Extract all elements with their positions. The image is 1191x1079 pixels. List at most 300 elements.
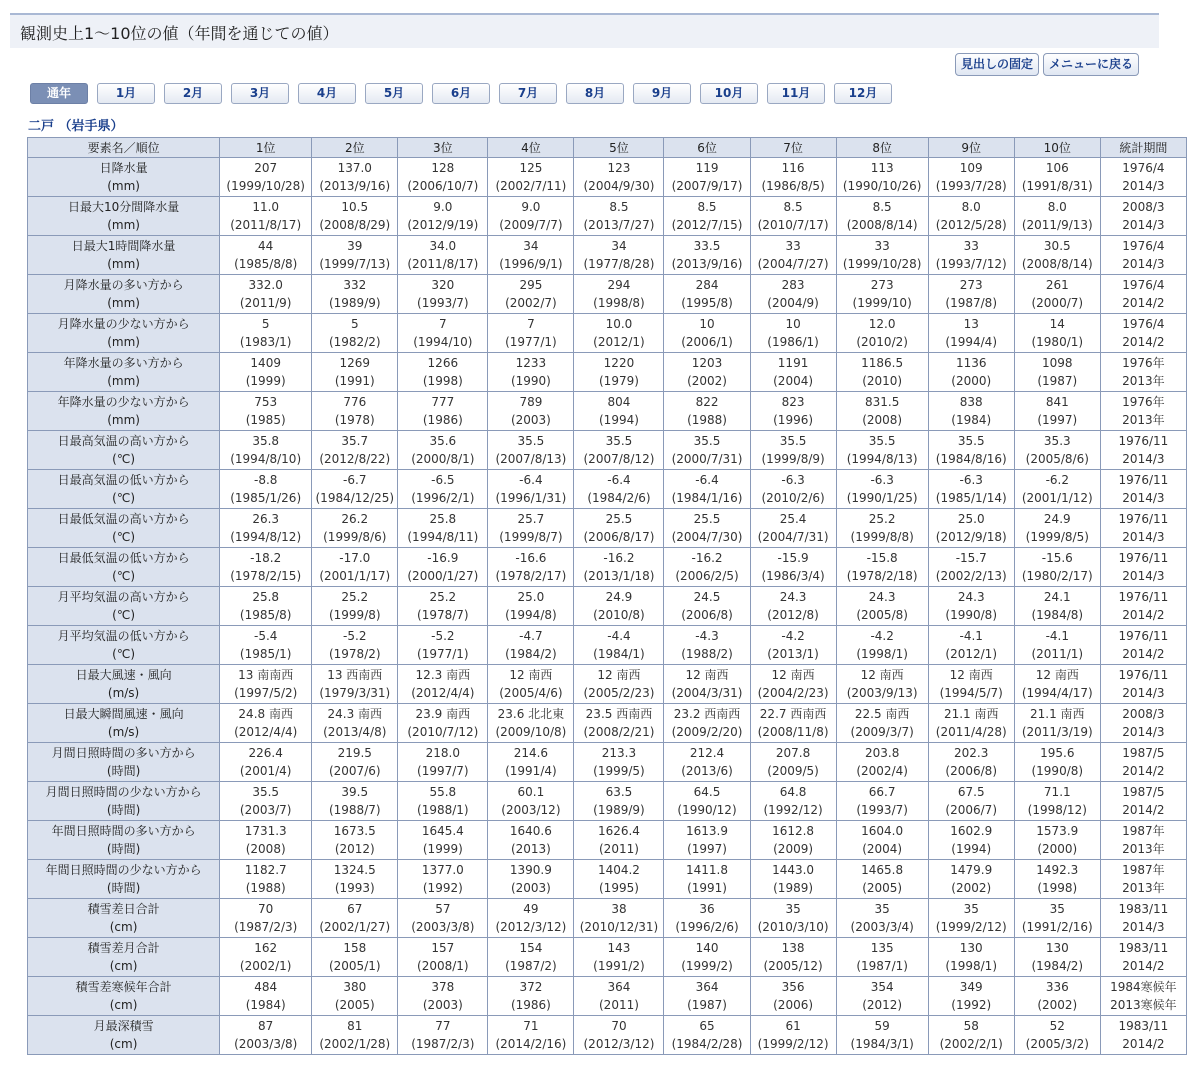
rank-cell xyxy=(312,821,398,860)
rank-cell xyxy=(750,392,836,431)
rank-value: 7 xyxy=(439,317,447,331)
rank-date: (2005) xyxy=(862,881,903,895)
fix-header-button[interactable]: 見出しの固定 xyxy=(955,53,1039,76)
rank-value: 106 xyxy=(1045,161,1069,175)
rank-date: (2003/12) xyxy=(501,803,561,817)
rank-value: -6.4 xyxy=(519,473,543,487)
rank-date: (2005/4/6) xyxy=(499,686,563,700)
rank-cell xyxy=(1014,626,1100,665)
rank-cell xyxy=(574,899,664,938)
rank-cell xyxy=(312,431,398,470)
element-unit: (cm) xyxy=(109,920,138,934)
rank-value: 1377.0 xyxy=(421,863,464,877)
rank-value: 1731.3 xyxy=(244,824,287,838)
rank-cell xyxy=(488,470,574,509)
period-value: 2014/3 xyxy=(1122,218,1165,232)
period-cell xyxy=(1100,236,1186,275)
element-name: 日最大瞬間風速・風向 xyxy=(63,707,184,721)
element-unit: (時間) xyxy=(106,764,141,778)
rank-value: -4.2 xyxy=(781,629,805,643)
rank-value: 71.1 xyxy=(1043,785,1071,799)
rank-date: (2000/7/31) xyxy=(671,452,743,466)
rank-date: (1996) xyxy=(773,413,814,427)
period-cell xyxy=(1100,977,1186,1016)
rank-cell xyxy=(836,743,928,782)
rank-date: (2007/8/12) xyxy=(583,452,655,466)
rank-value: 214.6 xyxy=(513,746,549,760)
rank-cell xyxy=(664,353,750,392)
table-row xyxy=(28,275,1187,314)
rank-cell xyxy=(398,431,488,470)
month-tab-4[interactable]: 4月 xyxy=(298,83,356,104)
rank-cell xyxy=(574,1016,664,1055)
rank-value: 33 xyxy=(874,239,890,253)
rank-date: (2008/11/8) xyxy=(757,725,829,739)
rank-cell xyxy=(664,197,750,236)
rank-date: (1999/8/8) xyxy=(850,530,914,544)
rank-cell xyxy=(398,938,488,977)
rank-value: 39.5 xyxy=(341,785,369,799)
rank-value: 57 xyxy=(435,902,451,916)
rank-value: -6.5 xyxy=(431,473,455,487)
rank-cell xyxy=(1014,977,1100,1016)
rank-value: -15.6 xyxy=(1041,551,1073,565)
rank-value: 14 xyxy=(1049,317,1065,331)
rank-value: 67 xyxy=(347,902,363,916)
rank-date: (2009/7/7) xyxy=(499,218,563,232)
column-header-1: 1位 xyxy=(220,138,312,158)
rank-value: 1191 xyxy=(777,356,809,370)
rank-cell xyxy=(1014,509,1100,548)
rank-value: 12 南西 xyxy=(1035,668,1079,682)
rank-cell xyxy=(574,977,664,1016)
rank-cell xyxy=(750,353,836,392)
rank-value: 336 xyxy=(1045,980,1069,994)
rank-value: 1136 xyxy=(955,356,987,370)
rank-cell xyxy=(664,1016,750,1055)
period-value: 1987年 xyxy=(1122,824,1165,838)
rank-date: (1993) xyxy=(334,881,375,895)
rank-cell xyxy=(750,548,836,587)
month-tab-3[interactable]: 3月 xyxy=(231,83,289,104)
period-value: 1976/11 xyxy=(1118,551,1169,565)
rank-value: 7 xyxy=(527,317,535,331)
rank-value: 130 xyxy=(959,941,983,955)
rank-value: 1673.5 xyxy=(333,824,376,838)
rank-value: 157 xyxy=(431,941,455,955)
rank-cell xyxy=(220,548,312,587)
table-row xyxy=(28,158,1187,197)
rank-value: -4.1 xyxy=(1045,629,1069,643)
rank-cell xyxy=(928,548,1014,587)
rank-value: 138 xyxy=(781,941,805,955)
rank-date: (2005/3/2) xyxy=(1025,1037,1089,1051)
rank-date: (1990) xyxy=(510,374,551,388)
month-tab-1[interactable]: 1月 xyxy=(97,83,155,104)
rank-value: -16.6 xyxy=(515,551,547,565)
rank-cell xyxy=(928,236,1014,275)
rank-date: (2002) xyxy=(1037,998,1078,1012)
rank-cell xyxy=(488,860,574,899)
rank-date: (2010/3/10) xyxy=(757,920,829,934)
rank-date: (1998) xyxy=(422,374,463,388)
rank-date: (2002/7) xyxy=(505,296,557,310)
rank-date: (2010/12/31) xyxy=(579,920,659,934)
rank-value: 1098 xyxy=(1042,356,1073,370)
rank-value: -15.8 xyxy=(866,551,898,565)
rank-value: 109 xyxy=(959,161,983,175)
period-value: 1983/11 xyxy=(1118,941,1169,955)
row-header xyxy=(28,548,220,587)
rank-date: (2006/8/17) xyxy=(583,530,655,544)
rank-date: (2002) xyxy=(687,374,727,388)
rank-value: 8.5 xyxy=(609,200,629,214)
element-name: 月平均気温の高い方から xyxy=(57,590,190,604)
rank-value: -15.7 xyxy=(955,551,987,565)
rank-value: 26.3 xyxy=(252,512,280,526)
rank-cell xyxy=(1014,314,1100,353)
rank-cell xyxy=(488,275,574,314)
rank-date: (2005/2/23) xyxy=(583,686,655,700)
rank-cell xyxy=(398,392,488,431)
rank-value: 58 xyxy=(963,1019,979,1033)
element-name: 月間日照時間の少ない方から xyxy=(45,785,202,799)
rank-value: 125 xyxy=(519,161,543,175)
back-to-menu-button[interactable]: メニューに戻る xyxy=(1043,53,1139,76)
rank-cell xyxy=(750,782,836,821)
rank-value: 26.2 xyxy=(341,512,369,526)
row-header xyxy=(28,938,220,977)
rank-value: 753 xyxy=(254,395,278,409)
rank-date: (2011/8/17) xyxy=(407,257,479,271)
period-value: 2014/3 xyxy=(1122,920,1165,934)
period-cell xyxy=(1100,704,1186,743)
rank-cell xyxy=(398,158,488,197)
period-cell xyxy=(1100,392,1186,431)
rank-cell xyxy=(220,665,312,704)
rank-cell xyxy=(664,743,750,782)
row-header xyxy=(28,782,220,821)
rank-cell xyxy=(220,314,312,353)
rank-date: (2008/8/14) xyxy=(1021,257,1093,271)
rank-cell xyxy=(1014,782,1100,821)
rank-value: 154 xyxy=(519,941,543,955)
period-cell xyxy=(1100,899,1186,938)
rank-date: (1987/2) xyxy=(505,959,557,973)
rank-date: (1985/8) xyxy=(239,608,292,622)
rank-cell xyxy=(220,197,312,236)
month-tab-5[interactable]: 5月 xyxy=(365,83,423,104)
rank-value: 12 南西 xyxy=(685,668,729,682)
rank-value: 380 xyxy=(343,980,367,994)
rank-value: 24.1 xyxy=(1043,590,1071,604)
rank-date: (2009/3/7) xyxy=(850,725,914,739)
rank-date: (2000/7) xyxy=(1031,296,1084,310)
rank-date: (1987/8) xyxy=(945,296,998,310)
period-value: 2014/3 xyxy=(1122,725,1165,739)
period-value: 1976/11 xyxy=(1118,590,1169,604)
rank-value: 1613.9 xyxy=(686,824,729,838)
rank-cell xyxy=(836,665,928,704)
rank-value: 35.5 xyxy=(252,785,280,799)
rank-value: 13 南南西 xyxy=(238,668,294,682)
rank-cell xyxy=(836,353,928,392)
rank-cell xyxy=(836,704,928,743)
rank-value: 1612.8 xyxy=(772,824,815,838)
rank-cell xyxy=(836,1016,928,1055)
rank-date: (2004/7/30) xyxy=(671,530,743,544)
rank-value: 35.5 xyxy=(779,434,807,448)
rank-cell xyxy=(928,158,1014,197)
rank-cell xyxy=(664,158,750,197)
element-unit: (時間) xyxy=(106,842,141,856)
rank-date: (2002/4) xyxy=(856,764,908,778)
rank-value: 24.3 xyxy=(957,590,985,604)
rank-cell xyxy=(664,314,750,353)
rank-value: 1411.8 xyxy=(686,863,729,877)
rank-cell xyxy=(574,782,664,821)
rank-cell xyxy=(836,587,928,626)
rank-value: 8.5 xyxy=(872,200,892,214)
rank-cell xyxy=(574,665,664,704)
period-value: 1976/11 xyxy=(1118,434,1169,448)
rank-date: (1988/1) xyxy=(417,803,469,817)
row-header xyxy=(28,275,220,314)
rank-date: (2003/3/8) xyxy=(234,1037,298,1051)
rank-value: -6.3 xyxy=(781,473,805,487)
rank-cell xyxy=(398,704,488,743)
column-header-11: 統計期間 xyxy=(1100,138,1186,158)
rank-cell xyxy=(836,860,928,899)
month-tab-12[interactable]: 12月 xyxy=(834,83,892,104)
rank-value: 25.8 xyxy=(252,590,280,604)
rank-cell xyxy=(398,899,488,938)
month-tab-8[interactable]: 8月 xyxy=(566,83,624,104)
table-row xyxy=(28,704,1187,743)
rank-cell xyxy=(664,392,750,431)
month-tab-11[interactable]: 11月 xyxy=(767,83,825,104)
rank-cell xyxy=(488,587,574,626)
month-tab-10[interactable]: 10月 xyxy=(700,83,758,104)
rank-value: 52 xyxy=(1049,1019,1065,1033)
rank-date: (2004/9) xyxy=(767,296,819,310)
period-value: 1983/11 xyxy=(1118,902,1169,916)
rank-cell xyxy=(1014,197,1100,236)
rank-value: 349 xyxy=(959,980,983,994)
rank-value: -15.9 xyxy=(777,551,809,565)
rank-cell xyxy=(488,158,574,197)
rank-date: (1986/1) xyxy=(767,335,819,349)
element-name: 日最大風速・風向 xyxy=(75,668,172,682)
rank-value: 283 xyxy=(781,278,805,292)
rank-value: -6.4 xyxy=(695,473,719,487)
rank-cell xyxy=(836,821,928,860)
rank-cell xyxy=(664,236,750,275)
rank-date: (2006/1) xyxy=(681,335,733,349)
rank-date: (2003) xyxy=(422,998,463,1012)
rank-value: -5.4 xyxy=(253,629,278,643)
rank-cell xyxy=(836,275,928,314)
rank-value: 71 xyxy=(523,1019,539,1033)
rank-value: 35 xyxy=(963,902,979,916)
rank-date: (1984/8/16) xyxy=(935,452,1007,466)
rank-cell xyxy=(836,392,928,431)
rank-cell xyxy=(750,236,836,275)
rank-date: (1993/7/12) xyxy=(935,257,1007,271)
rank-value: 378 xyxy=(431,980,455,994)
rank-date: (2007/6) xyxy=(328,764,381,778)
rank-value: 332.0 xyxy=(248,278,283,292)
rank-date: (1988/2) xyxy=(681,647,733,661)
rank-cell xyxy=(312,743,398,782)
rank-date: (2003) xyxy=(510,881,551,895)
rank-cell xyxy=(1014,275,1100,314)
rank-date: (1999/8/9) xyxy=(761,452,825,466)
rank-value: 25.5 xyxy=(693,512,721,526)
rank-date: (1978) xyxy=(334,413,375,427)
rank-value: 65 xyxy=(699,1019,715,1033)
rank-cell xyxy=(398,197,488,236)
element-unit: (℃) xyxy=(112,491,135,505)
rank-cell xyxy=(574,704,664,743)
month-tab-2[interactable]: 2月 xyxy=(164,83,222,104)
rank-value: 36 xyxy=(699,902,715,916)
rank-date: (2010/2/6) xyxy=(761,491,825,505)
rank-date: (1987/1) xyxy=(856,959,908,973)
rank-date: (2010/7/12) xyxy=(407,725,479,739)
rank-value: 24.3 南西 xyxy=(327,707,383,721)
period-value: 2014/2 xyxy=(1122,803,1165,817)
rank-value: 219.5 xyxy=(337,746,372,760)
rank-cell xyxy=(312,353,398,392)
rank-value: 195.6 xyxy=(1040,746,1075,760)
rank-cell xyxy=(750,509,836,548)
rank-date: (1982/2) xyxy=(328,335,381,349)
element-name: 年降水量の少ない方から xyxy=(57,395,190,409)
rank-date: (1999/8/5) xyxy=(1025,530,1089,544)
rank-date: (2005) xyxy=(334,998,375,1012)
rank-value: 12.0 xyxy=(868,317,896,331)
rank-date: (2002/1) xyxy=(239,959,292,973)
rank-date: (1986/8/5) xyxy=(761,179,825,193)
rank-cell xyxy=(928,704,1014,743)
month-tab-9[interactable]: 9月 xyxy=(633,83,691,104)
rank-cell xyxy=(750,587,836,626)
rank-cell xyxy=(1014,704,1100,743)
rank-date: (1984/2) xyxy=(1031,959,1084,973)
month-tab-7[interactable]: 7月 xyxy=(499,83,557,104)
rank-date: (1991) xyxy=(687,881,727,895)
rank-date: (1986) xyxy=(510,998,551,1012)
rank-cell xyxy=(312,548,398,587)
rank-value: 21.1 南西 xyxy=(943,707,999,721)
rank-date: (2004/7/27) xyxy=(757,257,829,271)
rank-value: 34 xyxy=(523,239,539,253)
rank-value: 35.8 xyxy=(252,434,280,448)
rank-value: 34.0 xyxy=(429,239,457,253)
ranking-table xyxy=(27,137,1187,1055)
rank-cell xyxy=(836,509,928,548)
rank-cell xyxy=(488,197,574,236)
period-value: 2008/3 xyxy=(1122,707,1165,721)
rank-date: (2013/1/18) xyxy=(583,569,655,583)
rank-cell xyxy=(1014,938,1100,977)
rank-date: (1980/1) xyxy=(1031,335,1084,349)
rank-date: (2003/9/13) xyxy=(846,686,918,700)
row-header xyxy=(28,158,220,197)
rank-cell xyxy=(928,860,1014,899)
element-name: 日最大10分間降水量 xyxy=(67,200,180,214)
rank-cell xyxy=(488,1016,574,1055)
rank-value: 1465.8 xyxy=(861,863,904,877)
rank-cell xyxy=(398,314,488,353)
rank-date: (2006/7) xyxy=(945,803,998,817)
rank-date: (2000/8/1) xyxy=(411,452,475,466)
rank-value: 30.5 xyxy=(1043,239,1071,253)
rank-cell xyxy=(398,353,488,392)
period-value: 2014/2 xyxy=(1122,335,1165,349)
period-cell xyxy=(1100,821,1186,860)
rank-date: (2008) xyxy=(245,842,286,856)
rank-value: 207.8 xyxy=(775,746,811,760)
rank-cell xyxy=(220,899,312,938)
rank-cell xyxy=(574,470,664,509)
rank-date: (2012/5/28) xyxy=(935,218,1007,232)
rank-date: (1984/1/16) xyxy=(671,491,743,505)
rank-date: (2009/2/20) xyxy=(671,725,743,739)
rank-date: (2013/6) xyxy=(681,764,733,778)
rank-date: (1988/7) xyxy=(328,803,381,817)
rank-value: 5 xyxy=(350,317,359,331)
rank-date: (2012/7/15) xyxy=(671,218,743,232)
rank-date: (2012/9/18) xyxy=(935,530,1007,544)
element-unit: (℃) xyxy=(112,569,135,583)
rank-date: (1998/1) xyxy=(945,959,998,973)
rank-value: 1182.7 xyxy=(244,863,287,877)
rank-date: (1999/8/6) xyxy=(323,530,387,544)
rank-date: (2005/8) xyxy=(856,608,908,622)
rank-date: (2012/8) xyxy=(767,608,819,622)
rank-cell xyxy=(220,821,312,860)
rank-cell xyxy=(750,899,836,938)
rank-cell xyxy=(664,860,750,899)
table-row xyxy=(28,548,1187,587)
rank-cell xyxy=(488,665,574,704)
period-value: 2014/2 xyxy=(1122,959,1165,973)
period-cell xyxy=(1100,197,1186,236)
element-name: 月最深積雪 xyxy=(93,1019,154,1033)
row-header xyxy=(28,587,220,626)
rank-cell xyxy=(220,236,312,275)
period-value: 1976年 xyxy=(1122,356,1165,370)
month-tab-6[interactable]: 6月 xyxy=(432,83,490,104)
rank-date: (2012/9/19) xyxy=(407,218,479,232)
rank-cell xyxy=(312,197,398,236)
rank-date: (1994/10) xyxy=(413,335,473,349)
rank-cell xyxy=(664,782,750,821)
rank-cell xyxy=(664,509,750,548)
rank-cell xyxy=(574,197,664,236)
rank-date: (1996/1/31) xyxy=(495,491,567,505)
rank-date: (1997) xyxy=(1037,413,1078,427)
element-name: 積雪差月合計 xyxy=(87,941,160,955)
rank-date: (1990/8) xyxy=(945,608,998,622)
rank-date: (2009) xyxy=(773,842,814,856)
rank-date: (1984/2) xyxy=(505,647,557,661)
rank-date: (1987/2/3) xyxy=(234,920,298,934)
month-tab-0[interactable]: 通年 xyxy=(30,83,88,104)
rank-cell xyxy=(398,275,488,314)
